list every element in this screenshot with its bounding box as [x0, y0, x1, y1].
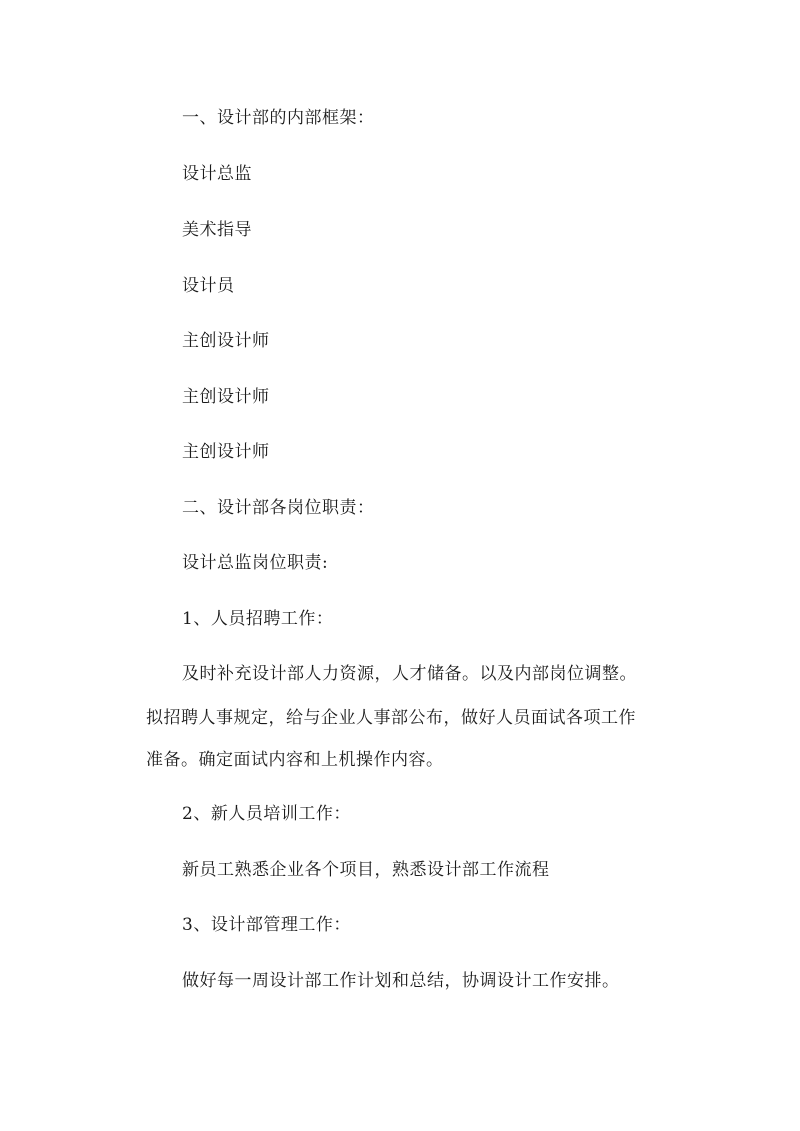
section-heading-2: 二、设计部各岗位职责： [182, 498, 375, 518]
numbered-heading-2: 2、新人员培训工作： [182, 804, 351, 824]
paragraph-line: 做好每一周设计部工作计划和总结，协调设计工作安排。 [182, 971, 620, 991]
org-item: 设计总监 [182, 164, 252, 184]
numbered-heading-1: 1、人员招聘工作： [182, 609, 334, 629]
org-item: 美术指导 [182, 220, 252, 240]
paragraph-line: 准备。确定面试内容和上机操作内容。 [146, 750, 444, 770]
org-item: 主创设计师 [182, 442, 270, 462]
subsection-heading: 设计总监岗位职责: [182, 553, 329, 573]
paragraph-line: 新员工熟悉企业各个项目，熟悉设计部工作流程 [182, 860, 550, 880]
org-item: 设计员 [182, 276, 235, 296]
org-item: 主创设计师 [182, 331, 270, 351]
section-heading-1: 一、设计部的内部框架： [182, 108, 375, 128]
paragraph-line: 及时补充设计部人力资源，人才储备。以及内部岗位调整。 [182, 664, 637, 684]
paragraph-line: 拟招聘人事规定，给与企业人事部公布，做好人员面试各项工作 [146, 708, 636, 728]
org-item: 主创设计师 [182, 387, 270, 407]
numbered-heading-3: 3、设计部管理工作： [182, 915, 351, 935]
